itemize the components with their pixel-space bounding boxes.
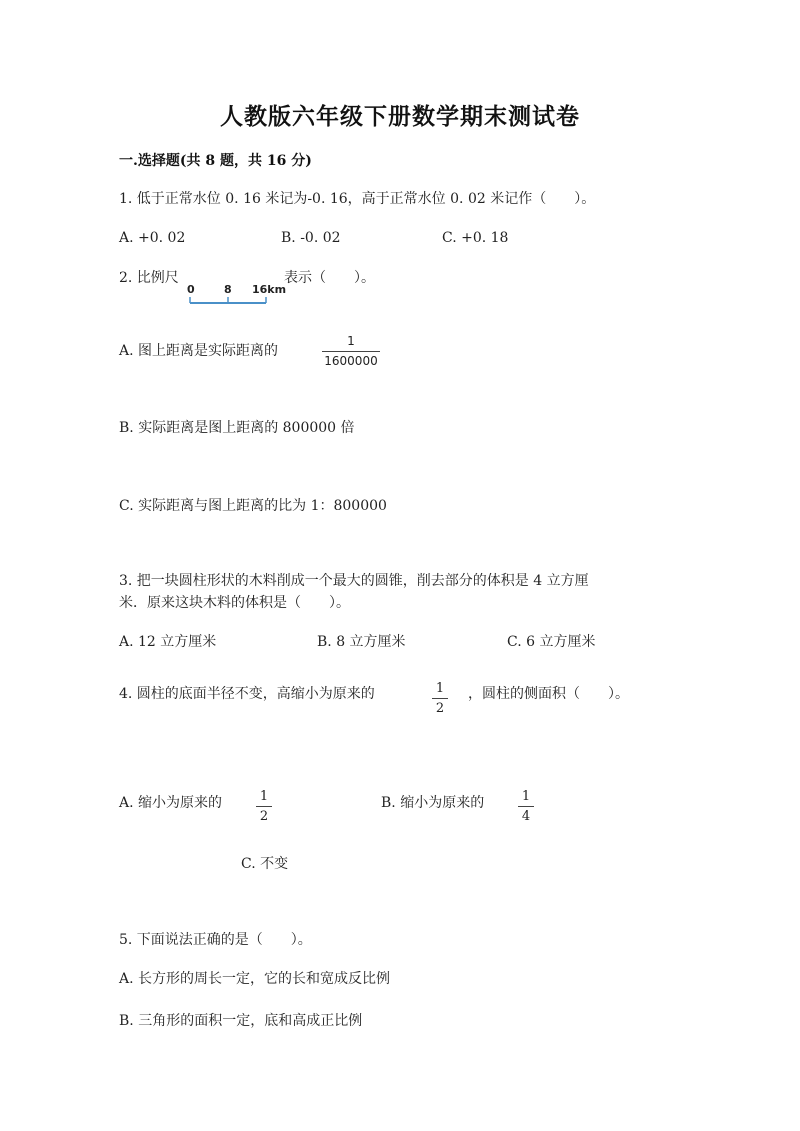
q4-option-b-text: B. 缩小为原来的 [381, 795, 485, 811]
fraction-denominator: 4 [521, 809, 531, 824]
fraction-bar [256, 806, 272, 807]
q2-stem-suffix: 表示（ ）。 [284, 270, 375, 286]
q4-stem-prefix: 4. 圆柱的底面半径不变，高缩小为原来的 [119, 686, 375, 702]
q4-option-c: C. 不变 [241, 856, 289, 872]
q2-stem-prefix: 2. 比例尺 [119, 270, 179, 286]
fraction-bar [518, 806, 534, 807]
scale-label-16km: 16km [252, 283, 287, 296]
q3-option-a: A. 12 立方厘米 [119, 634, 217, 650]
fraction-numerator: 1 [347, 334, 355, 348]
fraction-numerator: 1 [435, 681, 445, 696]
q3-stem-line2: 米．原来这块木料的体积是（ ）。 [119, 595, 350, 611]
q1-option-b: B. -0. 02 [281, 230, 341, 246]
q5-option-b: B. 三角形的面积一定，底和高成正比例 [119, 1013, 363, 1029]
fraction-denominator: 2 [435, 701, 445, 716]
scale-label-8: 8 [224, 283, 232, 296]
q5-stem: 5. 下面说法正确的是（ ）。 [119, 932, 312, 948]
q2-option-c: C. 实际距离与图上距离的比为 1：800000 [119, 498, 387, 514]
fraction-denominator: 1600000 [324, 354, 378, 368]
page-title: 人教版六年级下册数学期末测试卷 [220, 103, 580, 130]
fraction-numerator: 1 [521, 789, 531, 804]
fraction-numerator: 1 [259, 789, 269, 804]
scale-bar-line [185, 281, 280, 307]
q4-option-a-text: A. 缩小为原来的 [119, 795, 223, 811]
q5-option-a: A. 长方形的周长一定，它的长和宽成反比例 [119, 971, 391, 987]
q2-option-a-fraction [322, 334, 380, 369]
q3-stem-line1: 3. 把一块圆柱形状的木料削成一个最大的圆锥，削去部分的体积是 4 立方厘 [119, 573, 589, 589]
q4-option-a-fraction [256, 789, 272, 824]
q1-option-a: A. +0. 02 [119, 230, 186, 246]
q2-option-a-text: A. 图上距离是实际距离的 [119, 343, 279, 359]
q4-option-b-fraction [518, 789, 534, 824]
section-heading: 一.选择题(共 8 题，共 16 分) [119, 153, 312, 169]
q1-stem: 1. 低于正常水位 0. 16 米记为-0. 16，高于正常水位 0. 02 米记作（ ）。 [119, 191, 596, 207]
fraction-denominator: 2 [259, 809, 269, 824]
q4-stem-fraction [432, 681, 448, 716]
q2-option-b: B. 实际距离是图上距离的 800000 倍 [119, 420, 355, 436]
fraction-bar [432, 698, 448, 699]
q1-option-c: C. +0. 18 [442, 230, 509, 246]
q4-stem-suffix: ，圆柱的侧面积（ ）。 [468, 686, 629, 702]
q3-option-c: C. 6 立方厘米 [507, 634, 596, 650]
scale-label-0: 0 [187, 283, 195, 296]
scale-bar-figure [185, 281, 287, 307]
fraction-bar [322, 351, 380, 352]
q3-option-b: B. 8 立方厘米 [317, 634, 406, 650]
